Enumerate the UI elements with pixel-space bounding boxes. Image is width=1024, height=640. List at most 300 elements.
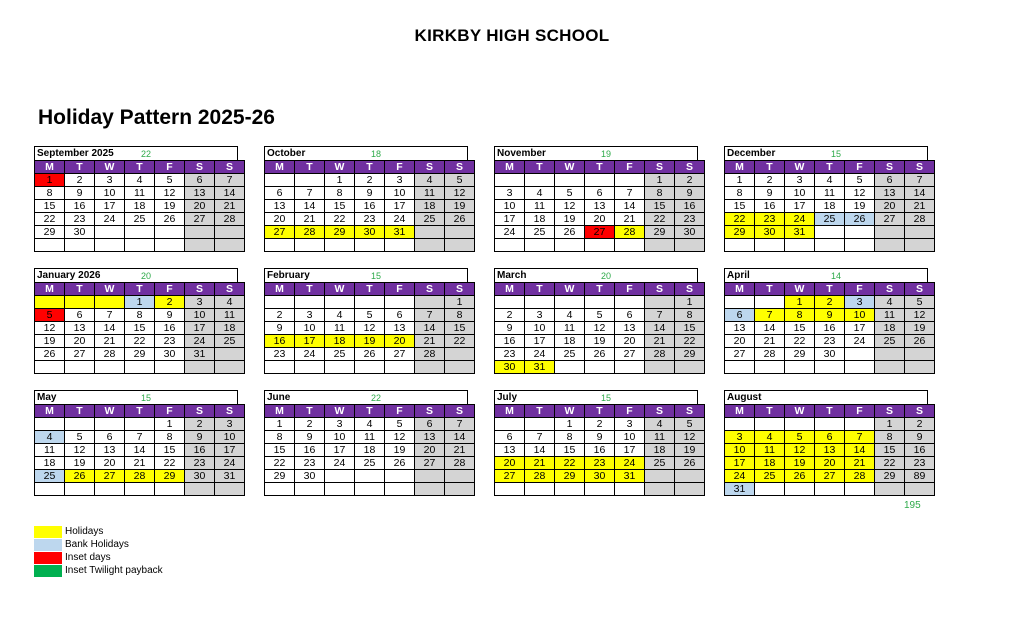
day-cell: 23 bbox=[65, 213, 95, 226]
empty-cell bbox=[445, 348, 475, 361]
weekday-header: T bbox=[585, 405, 615, 418]
day-cell: 19 bbox=[785, 457, 815, 470]
empty-cell bbox=[755, 361, 785, 374]
weekday-header: S bbox=[185, 161, 215, 174]
month-calendar bbox=[494, 268, 698, 374]
weekday-header: F bbox=[155, 283, 185, 296]
day-cell: 27 bbox=[65, 348, 95, 361]
day-cell: 8 bbox=[445, 309, 475, 322]
day-cell: 7 bbox=[125, 431, 155, 444]
day-cell: 26 bbox=[675, 457, 705, 470]
day-cell: 26 bbox=[35, 348, 65, 361]
day-cell: 28 bbox=[615, 226, 645, 239]
day-cell: 5 bbox=[35, 309, 65, 322]
day-cell: 14 bbox=[295, 200, 325, 213]
legend-label: Inset days bbox=[65, 552, 111, 563]
legend-label: Bank Holidays bbox=[65, 539, 129, 550]
day-cell: 22 bbox=[155, 457, 185, 470]
day-cell: 19 bbox=[585, 335, 615, 348]
day-cell: 20 bbox=[725, 335, 755, 348]
month-calendar bbox=[494, 390, 698, 496]
empty-cell bbox=[645, 239, 675, 252]
empty-cell bbox=[495, 174, 525, 187]
day-cell: 24 bbox=[725, 470, 755, 483]
day-cell: 8 bbox=[125, 309, 155, 322]
day-cell: 10 bbox=[725, 444, 755, 457]
day-cell: 1 bbox=[265, 418, 295, 431]
day-cell: 28 bbox=[905, 213, 935, 226]
day-cell: 4 bbox=[875, 296, 905, 309]
day-cell: 22 bbox=[875, 457, 905, 470]
empty-cell bbox=[645, 361, 675, 374]
weekday-header: M bbox=[265, 283, 295, 296]
day-cell: 3 bbox=[615, 418, 645, 431]
empty-cell bbox=[815, 226, 845, 239]
empty-cell bbox=[785, 483, 815, 496]
month-header bbox=[264, 146, 468, 160]
day-cell: 6 bbox=[95, 431, 125, 444]
day-cell: 23 bbox=[355, 213, 385, 226]
day-cell: 25 bbox=[35, 470, 65, 483]
empty-cell bbox=[755, 418, 785, 431]
day-cell: 17 bbox=[325, 444, 355, 457]
day-cell: 28 bbox=[845, 470, 875, 483]
day-cell: 14 bbox=[615, 200, 645, 213]
weekday-header: M bbox=[725, 405, 755, 418]
empty-cell bbox=[415, 361, 445, 374]
empty-cell bbox=[355, 361, 385, 374]
empty-cell bbox=[875, 239, 905, 252]
school-name: KIRKBY HIGH SCHOOL bbox=[414, 26, 610, 45]
empty-cell bbox=[495, 418, 525, 431]
school-day-count: 20 bbox=[141, 270, 152, 281]
weekday-header: W bbox=[95, 405, 125, 418]
weekday-header: T bbox=[355, 161, 385, 174]
day-cell: 27 bbox=[385, 348, 415, 361]
empty-cell bbox=[65, 483, 95, 496]
day-cell: 18 bbox=[35, 457, 65, 470]
day-cell: 25 bbox=[415, 213, 445, 226]
twilight-swatch bbox=[34, 565, 62, 577]
weekday-header: W bbox=[785, 161, 815, 174]
day-cell: 8 bbox=[675, 309, 705, 322]
empty-cell bbox=[495, 483, 525, 496]
day-cell: 2 bbox=[65, 174, 95, 187]
day-cell: 20 bbox=[585, 213, 615, 226]
day-cell: 27 bbox=[585, 226, 615, 239]
day-cell: 9 bbox=[155, 309, 185, 322]
empty-cell bbox=[615, 174, 645, 187]
weekday-header: S bbox=[185, 283, 215, 296]
weekday-header: S bbox=[415, 283, 445, 296]
day-cell: 26 bbox=[445, 213, 475, 226]
day-cell: 26 bbox=[385, 457, 415, 470]
empty-cell bbox=[95, 361, 125, 374]
day-cell: 13 bbox=[65, 322, 95, 335]
day-cell: 19 bbox=[65, 457, 95, 470]
day-cell: 16 bbox=[185, 444, 215, 457]
empty-cell bbox=[645, 483, 675, 496]
day-cell: 11 bbox=[815, 187, 845, 200]
weekday-header: M bbox=[495, 161, 525, 174]
empty-cell bbox=[445, 361, 475, 374]
day-cell: 17 bbox=[495, 213, 525, 226]
day-cell: 29 bbox=[35, 226, 65, 239]
empty-cell bbox=[95, 239, 125, 252]
day-cell: 15 bbox=[265, 444, 295, 457]
day-cell: 5 bbox=[585, 309, 615, 322]
month-header bbox=[724, 268, 928, 282]
school-day-count: 15 bbox=[371, 270, 382, 281]
day-cell: 5 bbox=[65, 431, 95, 444]
empty-cell bbox=[495, 296, 525, 309]
empty-cell bbox=[265, 239, 295, 252]
empty-cell bbox=[155, 226, 185, 239]
weekday-header: T bbox=[125, 161, 155, 174]
day-cell: 5 bbox=[155, 174, 185, 187]
day-cell: 21 bbox=[615, 213, 645, 226]
day-cell: 27 bbox=[415, 457, 445, 470]
day-cell: 18 bbox=[215, 322, 245, 335]
day-cell: 23 bbox=[185, 457, 215, 470]
day-cell: 10 bbox=[95, 187, 125, 200]
month-name: July bbox=[497, 392, 518, 403]
empty-cell bbox=[295, 483, 325, 496]
empty-cell bbox=[725, 361, 755, 374]
weekday-header: T bbox=[295, 283, 325, 296]
day-cell: 14 bbox=[415, 322, 445, 335]
day-cell: 21 bbox=[415, 335, 445, 348]
empty-cell bbox=[845, 483, 875, 496]
day-cell: 29 bbox=[645, 226, 675, 239]
holiday-swatch bbox=[34, 526, 62, 538]
weekday-header: S bbox=[445, 405, 475, 418]
day-cell: 5 bbox=[785, 431, 815, 444]
weekday-header: T bbox=[355, 405, 385, 418]
day-cell: 10 bbox=[615, 431, 645, 444]
day-cell: 89 bbox=[905, 470, 935, 483]
empty-cell bbox=[385, 470, 415, 483]
weekday-header: T bbox=[585, 161, 615, 174]
empty-cell bbox=[445, 483, 475, 496]
empty-cell bbox=[185, 483, 215, 496]
weekday-header: W bbox=[555, 161, 585, 174]
month-calendar bbox=[494, 146, 698, 252]
day-cell: 7 bbox=[215, 174, 245, 187]
month-header bbox=[724, 390, 928, 404]
day-cell: 24 bbox=[615, 457, 645, 470]
day-cell: 24 bbox=[325, 457, 355, 470]
day-cell: 29 bbox=[785, 348, 815, 361]
empty-cell bbox=[585, 174, 615, 187]
day-cell: 30 bbox=[585, 470, 615, 483]
weekday-header: M bbox=[725, 161, 755, 174]
day-cell: 15 bbox=[555, 444, 585, 457]
day-cell: 28 bbox=[445, 457, 475, 470]
day-cell: 26 bbox=[65, 470, 95, 483]
day-cell: 9 bbox=[905, 431, 935, 444]
day-cell: 31 bbox=[725, 483, 755, 496]
month-name: August bbox=[727, 392, 762, 403]
empty-cell bbox=[155, 361, 185, 374]
weekday-header: S bbox=[875, 283, 905, 296]
day-cell: 12 bbox=[155, 187, 185, 200]
day-cell: 24 bbox=[495, 226, 525, 239]
day-cell: 14 bbox=[215, 187, 245, 200]
school-day-count: 19 bbox=[601, 148, 612, 159]
day-cell: 25 bbox=[555, 348, 585, 361]
month-header bbox=[34, 146, 238, 160]
month-name: May bbox=[37, 392, 57, 403]
day-cell: 13 bbox=[725, 322, 755, 335]
empty-cell bbox=[295, 361, 325, 374]
day-cell: 28 bbox=[645, 348, 675, 361]
day-cell: 3 bbox=[215, 418, 245, 431]
day-cell: 13 bbox=[415, 431, 445, 444]
day-cell: 30 bbox=[355, 226, 385, 239]
empty-cell bbox=[875, 483, 905, 496]
empty-cell bbox=[815, 239, 845, 252]
school-day-count: 15 bbox=[601, 392, 612, 403]
day-cell: 14 bbox=[125, 444, 155, 457]
day-cell: 9 bbox=[65, 187, 95, 200]
weekday-header: T bbox=[525, 405, 555, 418]
month-header bbox=[494, 390, 698, 404]
empty-cell bbox=[645, 470, 675, 483]
day-cell: 1 bbox=[325, 174, 355, 187]
empty-cell bbox=[385, 483, 415, 496]
school-day-count: 20 bbox=[601, 270, 612, 281]
day-cell: 18 bbox=[355, 444, 385, 457]
day-cell: 27 bbox=[265, 226, 295, 239]
day-cell: 24 bbox=[785, 213, 815, 226]
day-cell: 1 bbox=[555, 418, 585, 431]
day-cell: 2 bbox=[905, 418, 935, 431]
day-cell: 5 bbox=[905, 296, 935, 309]
month-calendar bbox=[34, 268, 238, 374]
empty-cell bbox=[445, 239, 475, 252]
empty-cell bbox=[325, 361, 355, 374]
day-cell: 6 bbox=[615, 309, 645, 322]
day-cell: 15 bbox=[35, 200, 65, 213]
day-cell: 6 bbox=[585, 187, 615, 200]
weekday-header: F bbox=[385, 161, 415, 174]
day-cell: 1 bbox=[875, 418, 905, 431]
empty-cell bbox=[615, 239, 645, 252]
empty-cell bbox=[755, 296, 785, 309]
day-cell: 18 bbox=[645, 444, 675, 457]
day-cell: 8 bbox=[645, 187, 675, 200]
day-cell: 27 bbox=[875, 213, 905, 226]
day-cell: 16 bbox=[265, 335, 295, 348]
month-calendar bbox=[34, 390, 238, 496]
empty-cell bbox=[845, 239, 875, 252]
empty-cell bbox=[845, 418, 875, 431]
day-cell: 15 bbox=[875, 444, 905, 457]
day-cell: 23 bbox=[495, 348, 525, 361]
weekday-header: T bbox=[355, 283, 385, 296]
weekday-header: W bbox=[95, 161, 125, 174]
empty-cell bbox=[675, 239, 705, 252]
day-cell: 31 bbox=[615, 470, 645, 483]
empty-cell bbox=[215, 361, 245, 374]
month-header bbox=[264, 268, 468, 282]
day-cell: 24 bbox=[185, 335, 215, 348]
day-cell: 1 bbox=[445, 296, 475, 309]
day-cell: 11 bbox=[355, 431, 385, 444]
day-cell: 27 bbox=[725, 348, 755, 361]
empty-cell bbox=[445, 470, 475, 483]
day-cell: 17 bbox=[525, 335, 555, 348]
day-cell: 2 bbox=[155, 296, 185, 309]
day-cell: 21 bbox=[905, 200, 935, 213]
day-cell: 25 bbox=[755, 470, 785, 483]
day-cell: 18 bbox=[525, 213, 555, 226]
day-cell: 8 bbox=[875, 431, 905, 444]
day-cell: 27 bbox=[495, 470, 525, 483]
empty-cell bbox=[265, 483, 295, 496]
empty-cell bbox=[755, 239, 785, 252]
empty-cell bbox=[555, 174, 585, 187]
empty-cell bbox=[875, 361, 905, 374]
empty-cell bbox=[645, 296, 675, 309]
day-cell: 17 bbox=[215, 444, 245, 457]
legend-item-inset-days bbox=[34, 551, 163, 564]
day-cell: 4 bbox=[645, 418, 675, 431]
weekday-header: T bbox=[755, 283, 785, 296]
empty-cell bbox=[845, 348, 875, 361]
day-cell: 20 bbox=[65, 335, 95, 348]
empty-cell bbox=[125, 239, 155, 252]
day-cell: 18 bbox=[555, 335, 585, 348]
day-cell: 9 bbox=[495, 322, 525, 335]
total-days: 195 bbox=[904, 500, 921, 511]
month-calendar bbox=[724, 268, 928, 374]
empty-cell bbox=[585, 239, 615, 252]
day-cell: 3 bbox=[325, 418, 355, 431]
empty-cell bbox=[35, 483, 65, 496]
empty-cell bbox=[415, 239, 445, 252]
empty-cell bbox=[525, 239, 555, 252]
day-cell: 2 bbox=[265, 309, 295, 322]
empty-cell bbox=[415, 226, 445, 239]
day-cell: 11 bbox=[525, 200, 555, 213]
empty-cell bbox=[415, 470, 445, 483]
day-cell: 30 bbox=[185, 470, 215, 483]
school-day-count: 22 bbox=[371, 392, 382, 403]
day-cell: 13 bbox=[495, 444, 525, 457]
day-cell: 15 bbox=[725, 200, 755, 213]
day-cell: 16 bbox=[905, 444, 935, 457]
day-cell: 30 bbox=[295, 470, 325, 483]
day-cell: 4 bbox=[815, 174, 845, 187]
day-cell: 29 bbox=[875, 470, 905, 483]
weekday-header: F bbox=[155, 161, 185, 174]
weekday-header: F bbox=[155, 405, 185, 418]
day-cell: 12 bbox=[555, 200, 585, 213]
day-cell: 18 bbox=[125, 200, 155, 213]
month-header bbox=[34, 390, 238, 404]
day-cell: 6 bbox=[65, 309, 95, 322]
school-day-count: 22 bbox=[141, 148, 152, 159]
month-header bbox=[724, 146, 928, 160]
day-cell: 10 bbox=[495, 200, 525, 213]
weekday-header: F bbox=[615, 161, 645, 174]
day-cell: 7 bbox=[645, 309, 675, 322]
day-cell: 17 bbox=[385, 200, 415, 213]
empty-cell bbox=[265, 296, 295, 309]
day-cell: 2 bbox=[585, 418, 615, 431]
day-cell: 29 bbox=[555, 470, 585, 483]
weekday-header: S bbox=[645, 405, 675, 418]
empty-cell bbox=[905, 226, 935, 239]
day-cell: 27 bbox=[185, 213, 215, 226]
weekday-header: S bbox=[445, 161, 475, 174]
day-cell: 19 bbox=[905, 322, 935, 335]
weekday-header: M bbox=[35, 283, 65, 296]
empty-cell bbox=[525, 174, 555, 187]
day-cell: 13 bbox=[185, 187, 215, 200]
weekday-header: W bbox=[555, 283, 585, 296]
empty-cell bbox=[785, 418, 815, 431]
empty-cell bbox=[555, 483, 585, 496]
day-cell: 4 bbox=[325, 309, 355, 322]
day-cell: 3 bbox=[725, 431, 755, 444]
day-cell: 10 bbox=[385, 187, 415, 200]
day-cell: 24 bbox=[525, 348, 555, 361]
day-cell: 9 bbox=[675, 187, 705, 200]
empty-cell bbox=[615, 296, 645, 309]
empty-cell bbox=[675, 361, 705, 374]
weekday-header: T bbox=[295, 161, 325, 174]
day-cell: 28 bbox=[295, 226, 325, 239]
day-cell: 11 bbox=[875, 309, 905, 322]
day-cell: 8 bbox=[325, 187, 355, 200]
day-cell: 9 bbox=[295, 431, 325, 444]
weekday-header: T bbox=[65, 161, 95, 174]
day-cell: 31 bbox=[525, 361, 555, 374]
day-cell: 16 bbox=[355, 200, 385, 213]
day-cell: 25 bbox=[325, 348, 355, 361]
day-cell: 19 bbox=[845, 200, 875, 213]
day-cell: 15 bbox=[675, 322, 705, 335]
month-name: June bbox=[267, 392, 291, 403]
weekday-header: F bbox=[845, 283, 875, 296]
day-cell: 8 bbox=[265, 431, 295, 444]
day-cell: 14 bbox=[445, 431, 475, 444]
weekday-header: T bbox=[815, 283, 845, 296]
empty-cell bbox=[385, 361, 415, 374]
weekday-header: M bbox=[495, 283, 525, 296]
weekday-header: F bbox=[385, 283, 415, 296]
month-name: November bbox=[497, 148, 546, 159]
empty-cell bbox=[845, 226, 875, 239]
day-cell: 1 bbox=[725, 174, 755, 187]
month-calendar bbox=[34, 146, 238, 252]
empty-cell bbox=[125, 483, 155, 496]
weekday-header: T bbox=[525, 161, 555, 174]
day-cell: 10 bbox=[215, 431, 245, 444]
day-cell: 16 bbox=[65, 200, 95, 213]
empty-cell bbox=[95, 226, 125, 239]
day-cell: 21 bbox=[525, 457, 555, 470]
day-cell: 21 bbox=[125, 457, 155, 470]
day-cell: 22 bbox=[125, 335, 155, 348]
day-cell: 29 bbox=[675, 348, 705, 361]
empty-cell bbox=[585, 296, 615, 309]
day-cell: 30 bbox=[65, 226, 95, 239]
day-cell: 20 bbox=[95, 457, 125, 470]
